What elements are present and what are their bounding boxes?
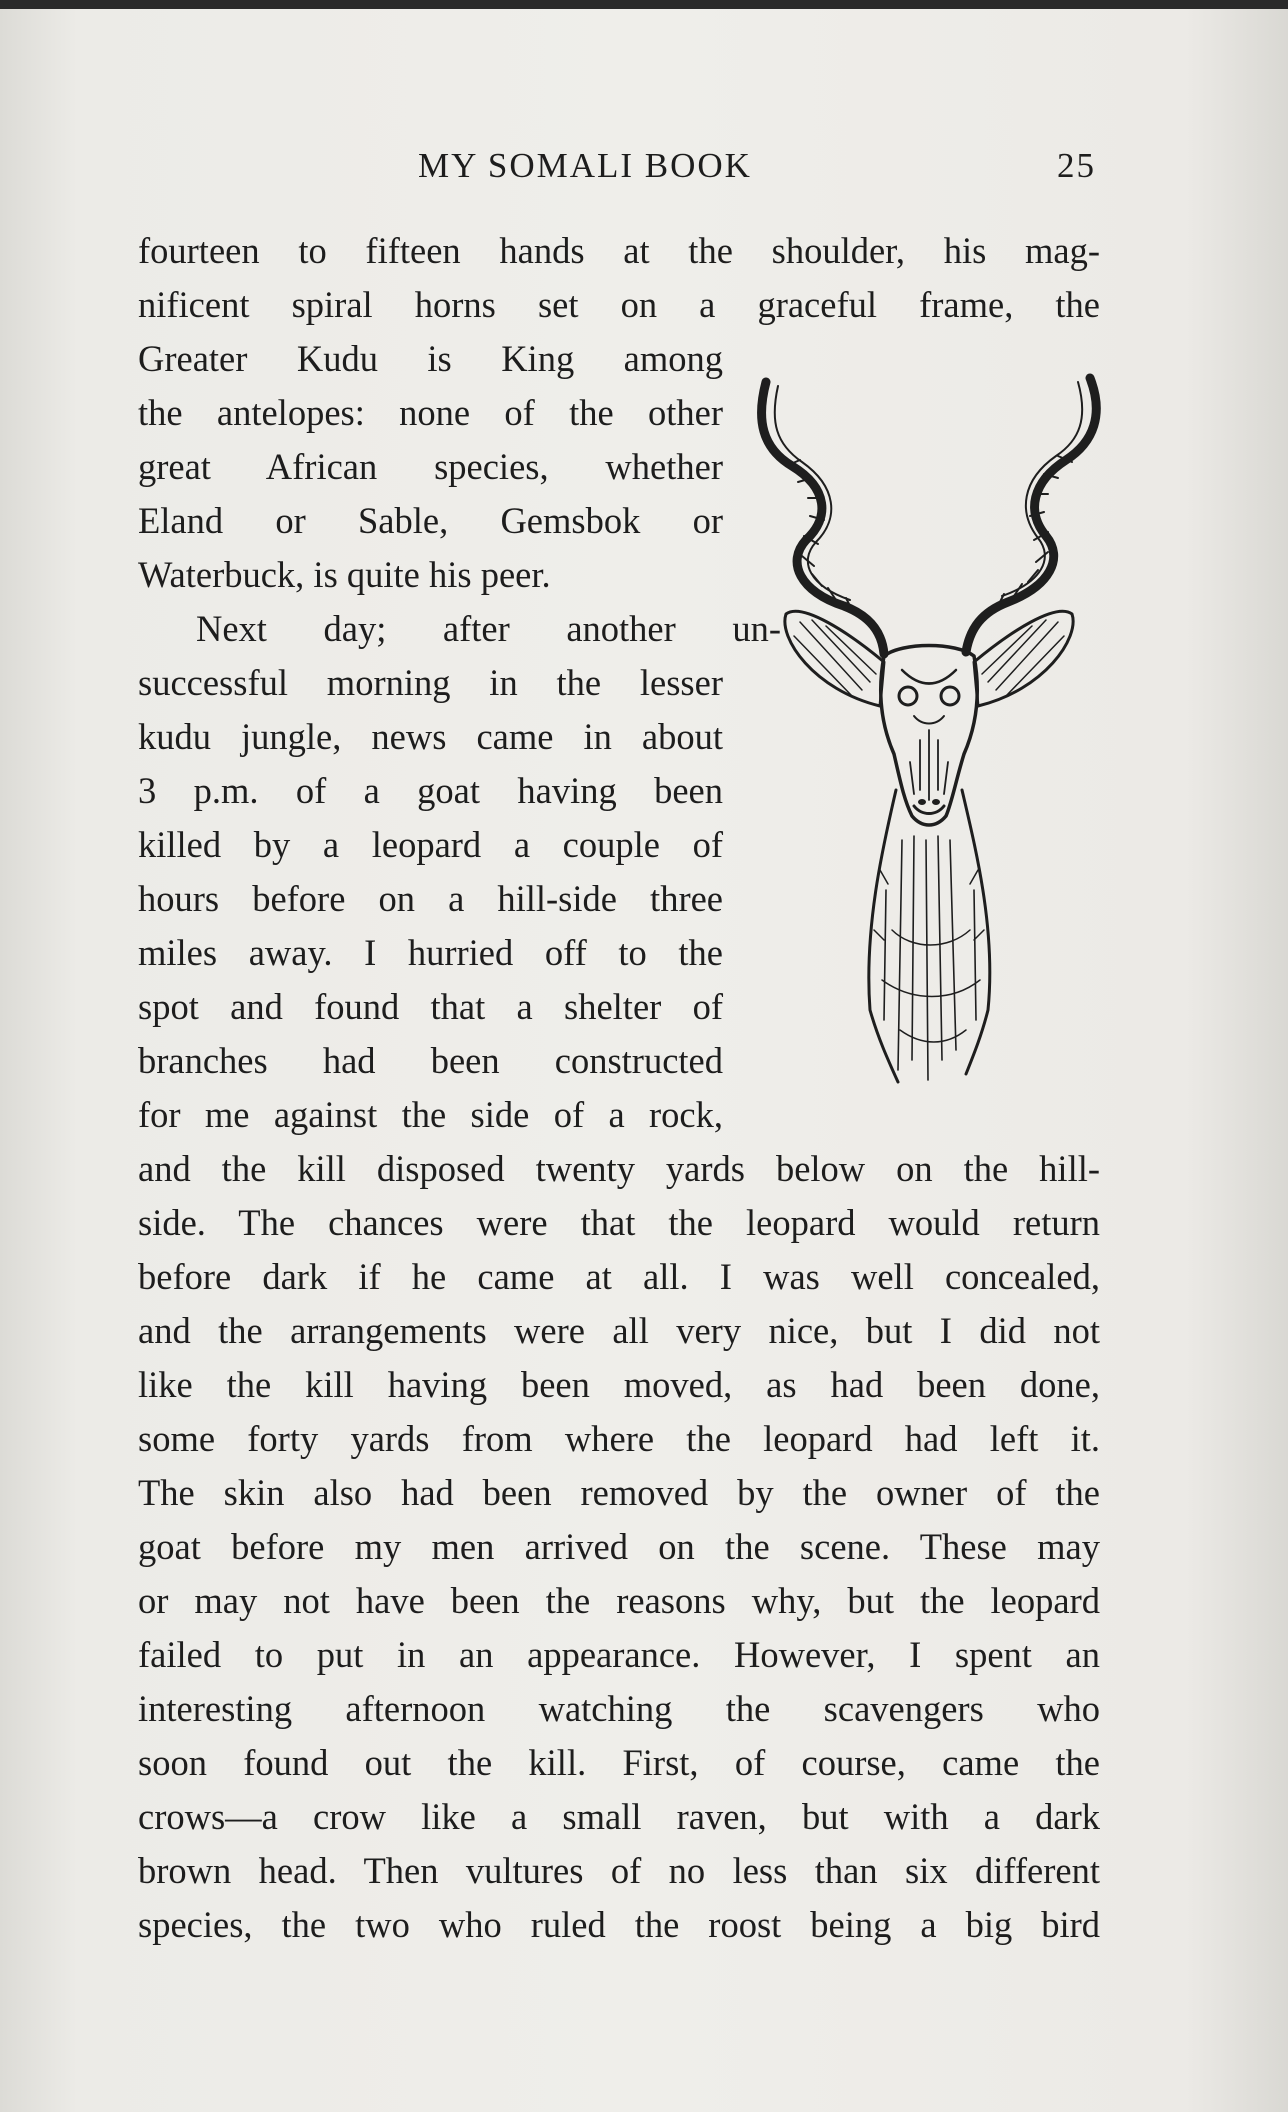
text-line: the antelopes: none of the other [138, 392, 723, 433]
text-line: for me against the side of a rock, [138, 1094, 723, 1135]
running-title: MY SOMALI BOOK [418, 146, 752, 185]
paragraph-start: Next day; after another un- [196, 608, 781, 649]
text-line: killed by a leopard a couple of [138, 824, 723, 865]
text-line: side. The chances were that the leopard would return [138, 1202, 1100, 1243]
text-line: like the kill having been moved, as had been done, [138, 1364, 1100, 1405]
text-line: The skin also had been removed by the owner of the [138, 1472, 1100, 1513]
text-line: 3 p.m. of a goat having been [138, 770, 723, 811]
text-line: Greater Kudu is King among [138, 338, 723, 379]
page-header [140, 146, 1096, 196]
page-number: 25 [1057, 146, 1096, 185]
text-line: interesting afternoon watching the scavengers who [138, 1688, 1100, 1729]
text-line: crows—a crow like a small raven, but with a dark [138, 1796, 1100, 1837]
left-horn [762, 382, 884, 654]
text-line: kudu jungle, news came in about [138, 716, 723, 757]
text-line: successful morning in the lesser [138, 662, 723, 703]
text-line: soon found out the kill. First, of course, came the [138, 1742, 1100, 1783]
text-line: fourteen to fifteen hands at the shoulder, his mag- [138, 230, 1100, 271]
right-ear [974, 611, 1073, 706]
neck-outline [869, 790, 898, 1082]
text-line: branches had been constructed [138, 1040, 723, 1081]
text-line: brown head. Then vultures of no less than six different [138, 1850, 1100, 1891]
text-line: nificent spiral horns set on a graceful frame, the [138, 284, 1100, 325]
text-line: Eland or Sable, Gemsbok or [138, 500, 723, 541]
text-line: or may not have been the reasons why, but the leopard [138, 1580, 1100, 1621]
scan-edge [0, 0, 1288, 9]
text-line: some forty yards from where the leopard had left it. [138, 1418, 1100, 1459]
text-line: and the kill disposed twenty yards below on the hill- [138, 1148, 1100, 1189]
text-line: goat before my men arrived on the scene. These may [138, 1526, 1100, 1567]
text-line: before dark if he came at all. I was well concealed, [138, 1256, 1100, 1297]
text-line: Waterbuck, is quite his peer. [138, 554, 551, 595]
text-line: failed to put in an appearance. However, I spent an [138, 1634, 1100, 1675]
text-line: spot and found that a shelter of [138, 986, 723, 1027]
text-line: and the arrangements were all very nice, but I did not [138, 1310, 1100, 1351]
kudu-head-icon [752, 370, 1114, 1090]
text-line: great African species, whether [138, 446, 723, 487]
text-line: miles away. I hurried off to the [138, 932, 723, 973]
kudu-head-illustration [752, 370, 1114, 1090]
text-line: hours before on a hill-side three [138, 878, 723, 919]
text-line: species, the two who ruled the roost being a big bird [138, 1904, 1100, 1945]
